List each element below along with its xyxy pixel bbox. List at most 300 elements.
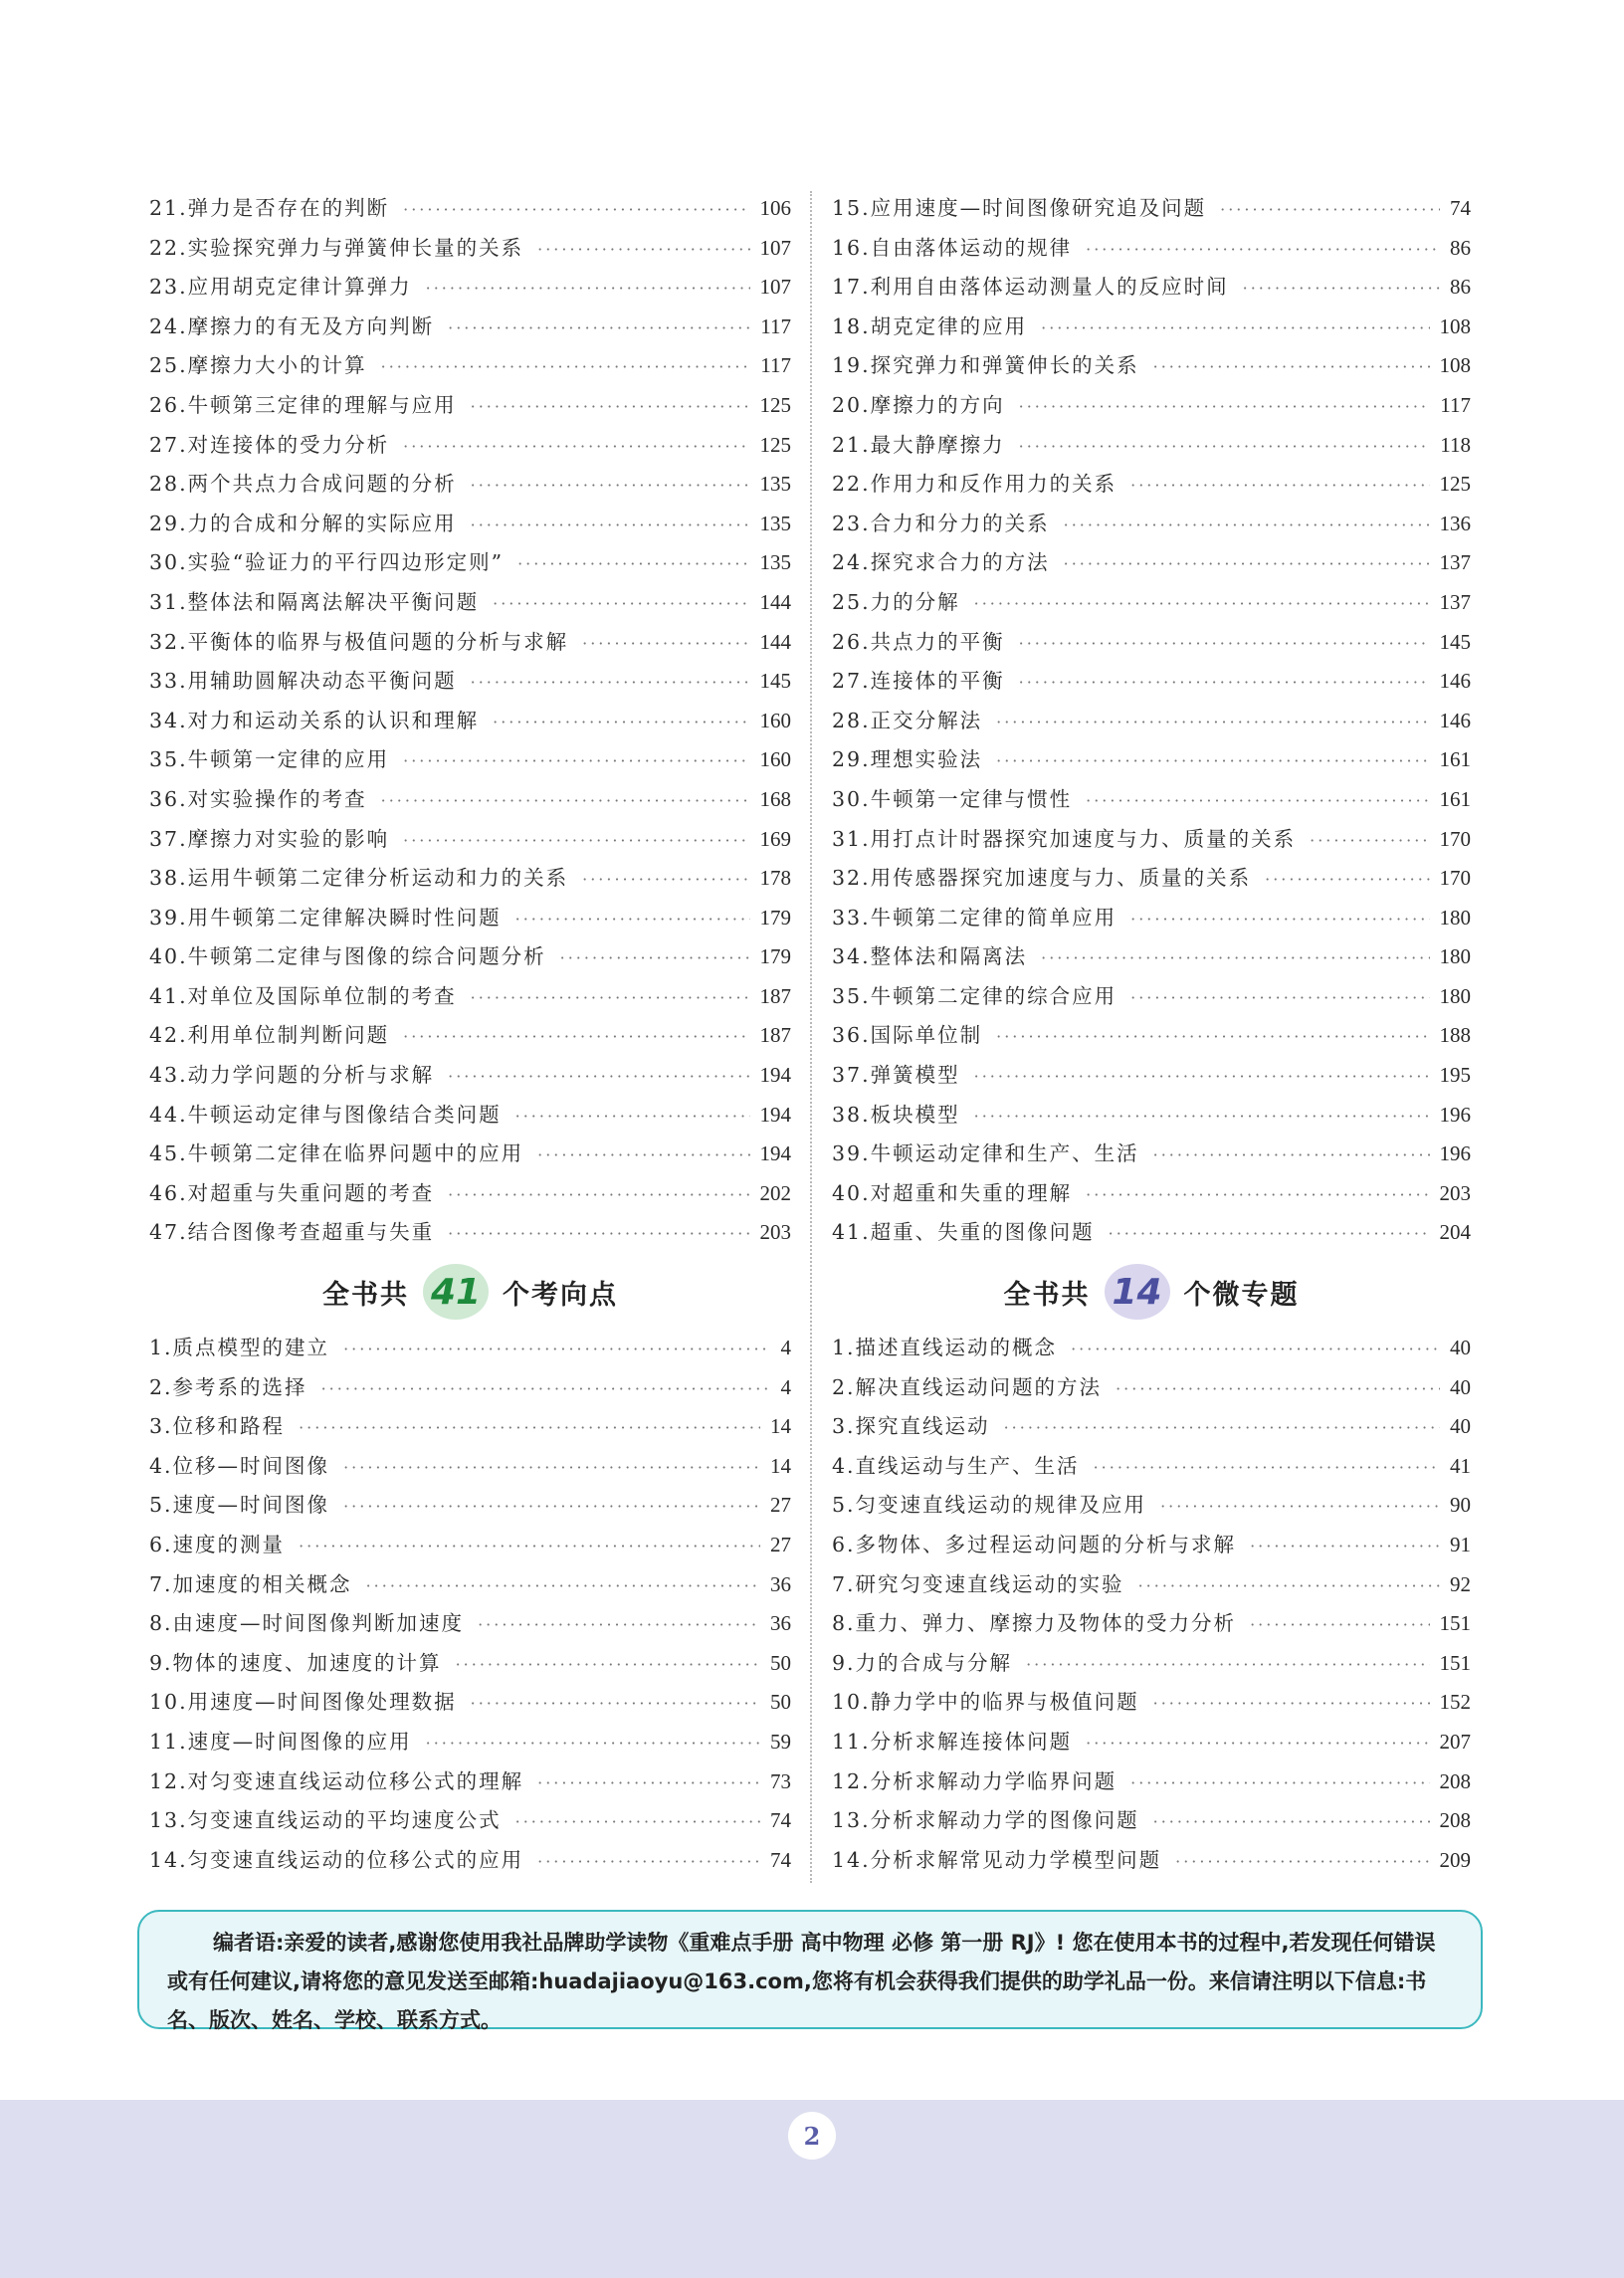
toc-entry: [149, 901, 791, 940]
toc-entry-title: 10.静力学中的临界与极值问题: [832, 1690, 1139, 1715]
toc-entry: [149, 428, 791, 468]
toc-entry-page: 4: [780, 1374, 791, 1399]
left-top-list: [149, 191, 791, 1255]
toc-entry-page: 86: [1450, 275, 1471, 300]
toc-entry-title: 46.对超重与失重问题的考查: [149, 1180, 435, 1205]
toc-entry-title: 39.牛顿运动定律和生产、生活: [832, 1141, 1139, 1166]
leader-dots: [1071, 1340, 1440, 1358]
leader-dots: [426, 279, 750, 298]
toc-entry-page: 180: [1439, 905, 1471, 930]
toc-entry-page: 151: [1439, 1611, 1471, 1636]
toc-entry-title: 31.整体法和隔离法解决平衡问题: [149, 589, 480, 614]
toc-entry-title: 13.匀变速直线运动的平均速度公式: [149, 1808, 502, 1833]
toc-entry: [832, 664, 1471, 704]
toc-entry: [149, 704, 791, 743]
toc-entry: [149, 1646, 791, 1686]
leader-dots: [1116, 1379, 1440, 1398]
toc-entry: [149, 939, 791, 979]
toc-entry: [832, 1803, 1471, 1843]
leader-dots: [299, 1537, 760, 1555]
leader-dots: [343, 1340, 770, 1358]
left-section-heading: [149, 1263, 791, 1321]
editor-notice-text: 编者语:亲爱的读者,感谢您使用我社品牌助学读物《重难点手册 高中物理 必修 第一册 RJ》! 您在使用本书的过程中,若发现任何错误或有任何建议,请将您的意见发送至邮箱:huadajiaoyu@163.com,您将有机会获得我们提供的助学礼品一份。来信请注明以下信息:书名、版次、姓名、学校、联系方式。: [167, 1931, 1436, 2032]
leader-dots: [1026, 1655, 1429, 1674]
page-number-badge: 2: [788, 2112, 836, 2160]
toc-entry-title: 11.速度—时间图像的应用: [149, 1729, 412, 1754]
toc-entry-page: 145: [759, 669, 791, 694]
right-section-heading: [832, 1263, 1471, 1321]
toc-entry: [832, 428, 1471, 468]
editor-notice-box: [137, 1910, 1483, 2032]
leader-dots: [456, 1655, 760, 1674]
column-divider: [810, 191, 812, 1883]
toc-entry-title: 42.利用单位制判断问题: [149, 1023, 390, 1048]
toc-entry-title: 29.理想实验法: [832, 747, 983, 772]
toc-entry-page: 40: [1450, 1336, 1471, 1360]
toc-entry: [832, 861, 1471, 901]
right-top-list: [832, 191, 1471, 1255]
leader-dots: [1094, 1458, 1440, 1477]
toc-entry-page: 117: [1440, 392, 1471, 417]
toc-entry: [149, 861, 791, 901]
toc-entry-page: 91: [1450, 1533, 1471, 1556]
toc-entry-title: 6.速度的测量: [149, 1533, 286, 1556]
toc-entry-page: 118: [1440, 432, 1471, 457]
leader-dots: [366, 1576, 760, 1595]
right-bottom-list: [832, 1331, 1471, 1882]
toc-entry-page: 14: [770, 1414, 791, 1439]
toc-entry: [832, 1528, 1471, 1567]
toc-entry: [832, 545, 1471, 585]
leader-dots: [448, 318, 750, 337]
toc-entry: [832, 1725, 1471, 1764]
toc-entry-page: 107: [759, 275, 791, 300]
toc-entry: [832, 1764, 1471, 1804]
toc-entry: [149, 507, 791, 546]
toc-entry-page: 27: [770, 1493, 791, 1518]
leader-dots: [493, 594, 749, 613]
leader-dots: [1160, 1497, 1440, 1516]
toc-entry-title: 8.重力、弹力、摩擦力及物体的受力分析: [832, 1611, 1237, 1636]
toc-entry: [832, 742, 1471, 782]
leader-dots: [1041, 948, 1429, 967]
toc-entry-title: 33.用辅助圆解决动态平衡问题: [149, 669, 457, 694]
toc-entry: [149, 1764, 791, 1804]
toc-entry: [149, 1215, 791, 1255]
leader-dots: [471, 1694, 760, 1713]
toc-entry-title: 9.物体的速度、加速度的计算: [149, 1650, 442, 1675]
leader-dots: [582, 870, 749, 889]
toc-entry-title: 38.运用牛顿第二定律分析运动和力的关系: [149, 866, 569, 891]
leader-dots: [403, 751, 749, 770]
toc-entry-page: 187: [759, 983, 791, 1008]
leader-dots: [1004, 1418, 1440, 1437]
toc-entry-title: 12.分析求解动力学临界问题: [832, 1768, 1117, 1793]
toc-entry-title: 16.自由落体运动的规律: [832, 235, 1073, 260]
toc-entry-page: 208: [1439, 1808, 1471, 1833]
leader-dots: [1130, 1773, 1429, 1792]
toc-entry-title: 1.质点模型的建立: [149, 1336, 330, 1360]
toc-entry-title: 43.动力学问题的分析与求解: [149, 1063, 435, 1088]
leader-dots: [996, 713, 1429, 731]
toc-entry: [832, 1606, 1471, 1646]
toc-entry-page: 204: [1439, 1220, 1471, 1245]
leader-dots: [1064, 554, 1430, 573]
toc-entry: [832, 1137, 1471, 1176]
toc-entry-title: 2.解决直线运动问题的方法: [832, 1374, 1103, 1399]
left-bottom-list: [149, 1331, 791, 1882]
leader-dots: [403, 1027, 749, 1046]
toc-entry: [149, 1803, 791, 1843]
toc-entry: [832, 467, 1471, 507]
toc-entry: [832, 1215, 1471, 1255]
toc-entry-page: 137: [1439, 589, 1471, 614]
toc-entry: [832, 704, 1471, 743]
leader-dots: [403, 437, 749, 456]
toc-entry: [149, 1488, 791, 1528]
toc-entry-title: 4.位移—时间图像: [149, 1453, 330, 1478]
leader-dots: [1086, 1734, 1429, 1753]
toc-entry-title: 4.直线运动与生产、生活: [832, 1453, 1080, 1478]
toc-entry: [832, 585, 1471, 625]
leader-dots: [1153, 1694, 1430, 1713]
leader-dots: [1265, 870, 1429, 889]
leader-dots: [471, 476, 750, 495]
leader-dots: [1130, 910, 1429, 929]
leader-dots: [403, 831, 749, 850]
toc-entry-page: 106: [759, 196, 791, 220]
toc-entry-title: 1.描述直线运动的概念: [832, 1336, 1058, 1360]
toc-entry-page: 135: [759, 550, 791, 575]
toc-entry-title: 7.加速度的相关概念: [149, 1571, 352, 1596]
toc-entry-page: 179: [759, 905, 791, 930]
leader-dots: [1175, 1852, 1429, 1871]
leader-dots: [471, 988, 750, 1007]
toc-entry-title: 27.连接体的平衡: [832, 669, 1005, 694]
toc-entry-page: 135: [759, 472, 791, 497]
leader-dots: [1250, 1537, 1440, 1555]
toc-entry-title: 36.国际单位制: [832, 1023, 983, 1048]
leader-dots: [1153, 1145, 1430, 1164]
toc-entry-page: 108: [1439, 313, 1471, 338]
leader-dots: [996, 1027, 1429, 1046]
toc-entry-title: 15.应用速度—时间图像研究追及问题: [832, 196, 1207, 220]
leader-dots: [1310, 831, 1429, 850]
toc-entry-page: 40: [1450, 1374, 1471, 1399]
toc-entry-title: 31.用打点计时器探究加速度与力、质量的关系: [832, 826, 1297, 851]
toc-entry: [832, 348, 1471, 388]
toc-entry-title: 33.牛顿第二定律的简单应用: [832, 905, 1117, 930]
toc-entry: [832, 1843, 1471, 1883]
right-heading-prefix: 全书共: [1003, 1279, 1091, 1311]
toc-entry-page: 125: [759, 392, 791, 417]
toc-entry-title: 40.对超重和失重的理解: [832, 1180, 1073, 1205]
toc-entry-title: 3.探究直线运动: [832, 1414, 990, 1439]
toc-entry: [149, 310, 791, 349]
leader-dots: [515, 1107, 750, 1126]
toc-entry: [149, 1176, 791, 1216]
toc-entry: [149, 231, 791, 271]
leader-dots: [1250, 1615, 1429, 1634]
toc-entry-page: 125: [759, 432, 791, 457]
toc-entry-page: 194: [759, 1102, 791, 1127]
toc-entry-page: 195: [1439, 1063, 1471, 1088]
leader-dots: [1086, 791, 1429, 810]
toc-entry-page: 168: [759, 786, 791, 811]
toc-entry: [832, 1176, 1471, 1216]
toc-entry-title: 27.对连接体的受力分析: [149, 432, 390, 457]
toc-entry-page: 41: [1450, 1453, 1471, 1478]
toc-entry: [149, 1409, 791, 1449]
right-column: [832, 191, 1471, 1882]
toc-entry-page: 74: [770, 1847, 791, 1872]
toc-entry: [149, 625, 791, 665]
toc-entry-page: 160: [759, 747, 791, 772]
toc-entry-title: 2.参考系的选择: [149, 1374, 307, 1399]
toc-entry: [832, 1331, 1471, 1370]
toc-entry: [149, 348, 791, 388]
toc-entry-title: 25.摩擦力大小的计算: [149, 353, 367, 378]
toc-entry: [149, 1137, 791, 1176]
left-column: [149, 191, 791, 1882]
toc-entry-title: 5.速度—时间图像: [149, 1493, 330, 1518]
leader-dots: [471, 397, 750, 416]
toc-entry: [832, 231, 1471, 271]
toc-entry: [149, 1725, 791, 1764]
toc-entry-title: 30.牛顿第一定律与惯性: [832, 786, 1073, 811]
toc-entry: [149, 1528, 791, 1567]
toc-entry-title: 10.用速度—时间图像处理数据: [149, 1690, 457, 1715]
leader-dots: [343, 1497, 760, 1516]
toc-entry-title: 11.分析求解连接体问题: [832, 1729, 1073, 1754]
toc-entry-title: 47.结合图像考查超重与失重: [149, 1220, 435, 1245]
toc-entry-page: 36: [770, 1611, 791, 1636]
toc-entry: [832, 822, 1471, 862]
toc-entry-page: 86: [1450, 235, 1471, 260]
leader-dots: [343, 1458, 760, 1477]
toc-entry-title: 6.多物体、多过程运动问题的分析与求解: [832, 1533, 1237, 1556]
leader-dots: [537, 1773, 760, 1792]
toc-entry-page: 203: [1439, 1180, 1471, 1205]
toc-entry-title: 25.力的分解: [832, 589, 960, 614]
toc-entry-page: 188: [1439, 1023, 1471, 1048]
toc-entry: [832, 901, 1471, 940]
toc-entry-title: 8.由速度—时间图像判断加速度: [149, 1611, 465, 1636]
toc-entry: [832, 191, 1471, 231]
leader-dots: [1019, 634, 1430, 653]
toc-entry: [832, 310, 1471, 349]
leader-dots: [517, 554, 749, 573]
toc-entry: [832, 1646, 1471, 1686]
toc-entry-page: 59: [770, 1729, 791, 1754]
leader-dots: [493, 713, 749, 731]
toc-entry-page: 169: [759, 826, 791, 851]
toc-entry: [149, 664, 791, 704]
toc-entry-page: 135: [759, 511, 791, 535]
toc-entry-page: 208: [1439, 1768, 1471, 1793]
toc-entry: [149, 270, 791, 310]
leader-dots: [1086, 240, 1440, 259]
leader-dots: [299, 1418, 760, 1437]
toc-entry-title: 21.弹力是否存在的判断: [149, 196, 390, 220]
toc-entry-title: 26.牛顿第三定律的理解与应用: [149, 392, 457, 417]
leader-dots: [321, 1379, 771, 1398]
toc-entry-title: 44.牛顿运动定律与图像结合类问题: [149, 1102, 502, 1127]
toc-entry: [832, 1449, 1471, 1489]
toc-entry-page: 207: [1439, 1729, 1471, 1754]
leader-dots: [974, 1067, 1430, 1086]
leader-dots: [1109, 1224, 1430, 1243]
toc-entry-title: 24.探究求合力的方法: [832, 550, 1050, 575]
toc-entry-title: 39.用牛顿第二定律解决瞬时性问题: [149, 905, 502, 930]
left-heading-prefix: 全书共: [322, 1279, 409, 1311]
leader-dots: [471, 516, 750, 534]
toc-entry: [832, 1488, 1471, 1528]
toc-entry: [149, 782, 791, 822]
toc-entry: [149, 388, 791, 428]
toc-entry-page: 90: [1450, 1493, 1471, 1518]
toc-entry: [832, 1567, 1471, 1607]
leader-dots: [515, 910, 750, 929]
toc-entry-title: 26.共点力的平衡: [832, 629, 1005, 654]
leader-dots: [448, 1067, 749, 1086]
toc-entry-title: 34.对力和运动关系的认识和理解: [149, 708, 480, 732]
toc-entry-page: 117: [760, 313, 791, 338]
toc-entry: [149, 1058, 791, 1098]
toc-entry-title: 29.力的合成和分解的实际应用: [149, 511, 457, 535]
leader-dots: [1130, 988, 1429, 1007]
toc-entry-title: 13.分析求解动力学的图像问题: [832, 1808, 1139, 1833]
toc-entry-page: 179: [759, 944, 791, 969]
toc-entry-title: 35.牛顿第一定律的应用: [149, 747, 390, 772]
toc-entry-page: 203: [759, 1220, 791, 1245]
toc-entry: [149, 1018, 791, 1058]
toc-entry-title: 3.位移和路程: [149, 1414, 286, 1439]
leader-dots: [974, 594, 1430, 613]
toc-entry-page: 74: [770, 1808, 791, 1833]
toc-entry-page: 125: [1439, 472, 1471, 497]
toc-entry-title: 28.两个共点力合成问题的分析: [149, 472, 457, 497]
leader-dots: [1019, 397, 1431, 416]
toc-entry-title: 37.弹簧模型: [832, 1063, 960, 1088]
leader-dots: [471, 673, 750, 692]
leader-dots: [426, 1734, 760, 1753]
leader-dots: [1138, 1576, 1440, 1595]
leader-dots: [537, 1852, 760, 1871]
toc-entry-title: 32.平衡体的临界与极值问题的分析与求解: [149, 629, 569, 654]
toc-entry-page: 160: [759, 708, 791, 732]
toc-entry: [149, 585, 791, 625]
toc-entry-page: 108: [1439, 353, 1471, 378]
toc-entry: [149, 1098, 791, 1138]
toc-entry-page: 178: [759, 866, 791, 891]
toc-entry-page: 145: [1439, 629, 1471, 654]
leader-dots: [1130, 476, 1429, 495]
toc-entry: [149, 742, 791, 782]
toc-entry-title: 24.摩擦力的有无及方向判断: [149, 313, 435, 338]
leader-dots: [381, 357, 751, 376]
toc-entry: [832, 270, 1471, 310]
toc-entry-page: 50: [770, 1650, 791, 1675]
toc-entry-page: 40: [1450, 1414, 1471, 1439]
leader-dots: [1064, 516, 1430, 534]
toc-entry-page: 73: [770, 1768, 791, 1793]
toc-entry: [832, 1685, 1471, 1725]
leader-dots: [537, 1145, 749, 1164]
toc-entry-page: 146: [1439, 669, 1471, 694]
toc-entry-title: 34.整体法和隔离法: [832, 944, 1028, 969]
toc-entry-title: 45.牛顿第二定律在临界问题中的应用: [149, 1141, 524, 1166]
toc-entry-title: 22.作用力和反作用力的关系: [832, 472, 1117, 497]
toc-entry: [149, 1370, 791, 1410]
toc-entry-page: 146: [1439, 708, 1471, 732]
toc-entry-page: 50: [770, 1690, 791, 1715]
toc-entry-page: 152: [1439, 1690, 1471, 1715]
toc-entry: [149, 1449, 791, 1489]
toc-entry-page: 196: [1439, 1102, 1471, 1127]
toc-entry: [832, 979, 1471, 1019]
toc-entry-page: 170: [1439, 866, 1471, 891]
toc-entry-title: 12.对匀变速直线运动位移公式的理解: [149, 1768, 524, 1793]
toc-entry: [832, 507, 1471, 546]
leader-dots: [1019, 673, 1430, 692]
leader-dots: [448, 1224, 749, 1243]
right-heading-suffix: 个微专题: [1183, 1279, 1300, 1311]
toc-entry: [149, 545, 791, 585]
toc-entry-title: 22.实验探究弹力与弹簧伸长量的关系: [149, 235, 524, 260]
toc-entry-page: 27: [770, 1533, 791, 1556]
toc-entry-page: 194: [759, 1063, 791, 1088]
leader-dots: [1041, 318, 1429, 337]
leader-dots: [381, 791, 750, 810]
toc-entry-page: 161: [1439, 786, 1471, 811]
toc-entry-page: 117: [760, 353, 791, 378]
toc-entry-title: 20.摩擦力的方向: [832, 392, 1005, 417]
toc-entry-page: 144: [759, 589, 791, 614]
leader-dots: [478, 1615, 760, 1634]
toc-entry-page: 209: [1439, 1847, 1471, 1872]
toc-entry-title: 5.匀变速直线运动的规律及应用: [832, 1493, 1147, 1518]
leader-dots: [974, 1107, 1430, 1126]
toc-entry: [832, 625, 1471, 665]
leader-dots: [403, 200, 749, 219]
toc-entry-page: 92: [1450, 1571, 1471, 1596]
toc-entry: [832, 1409, 1471, 1449]
toc-entry-title: 19.探究弹力和弹簧伸长的关系: [832, 353, 1139, 378]
toc-entry: [149, 1331, 791, 1370]
toc-entry-page: 180: [1439, 944, 1471, 969]
leader-dots: [1153, 357, 1430, 376]
left-heading-count-badge: 41: [423, 1264, 489, 1320]
toc-entry: [832, 1370, 1471, 1410]
toc-entry: [149, 979, 791, 1019]
toc-entry: [832, 939, 1471, 979]
leader-dots: [515, 1812, 760, 1831]
toc-entry-title: 41.超重、失重的图像问题: [832, 1220, 1095, 1245]
leader-dots: [1086, 1185, 1429, 1204]
toc-entry: [832, 782, 1471, 822]
toc-entry-title: 17.利用自由落体运动测量人的反应时间: [832, 275, 1229, 300]
toc-entry-page: 202: [759, 1180, 791, 1205]
toc-entry-title: 32.用传感器探究加速度与力、质量的关系: [832, 866, 1252, 891]
toc-entry-title: 30.实验“验证力的平行四边形定则”: [149, 550, 505, 575]
toc-entry-title: 14.分析求解常见动力学模型问题: [832, 1847, 1162, 1872]
toc-entry: [832, 1018, 1471, 1058]
leader-dots: [996, 751, 1429, 770]
toc-entry-page: 151: [1439, 1650, 1471, 1675]
toc-entry-title: 37.摩擦力对实验的影响: [149, 826, 390, 851]
toc-entry-page: 170: [1439, 826, 1471, 851]
